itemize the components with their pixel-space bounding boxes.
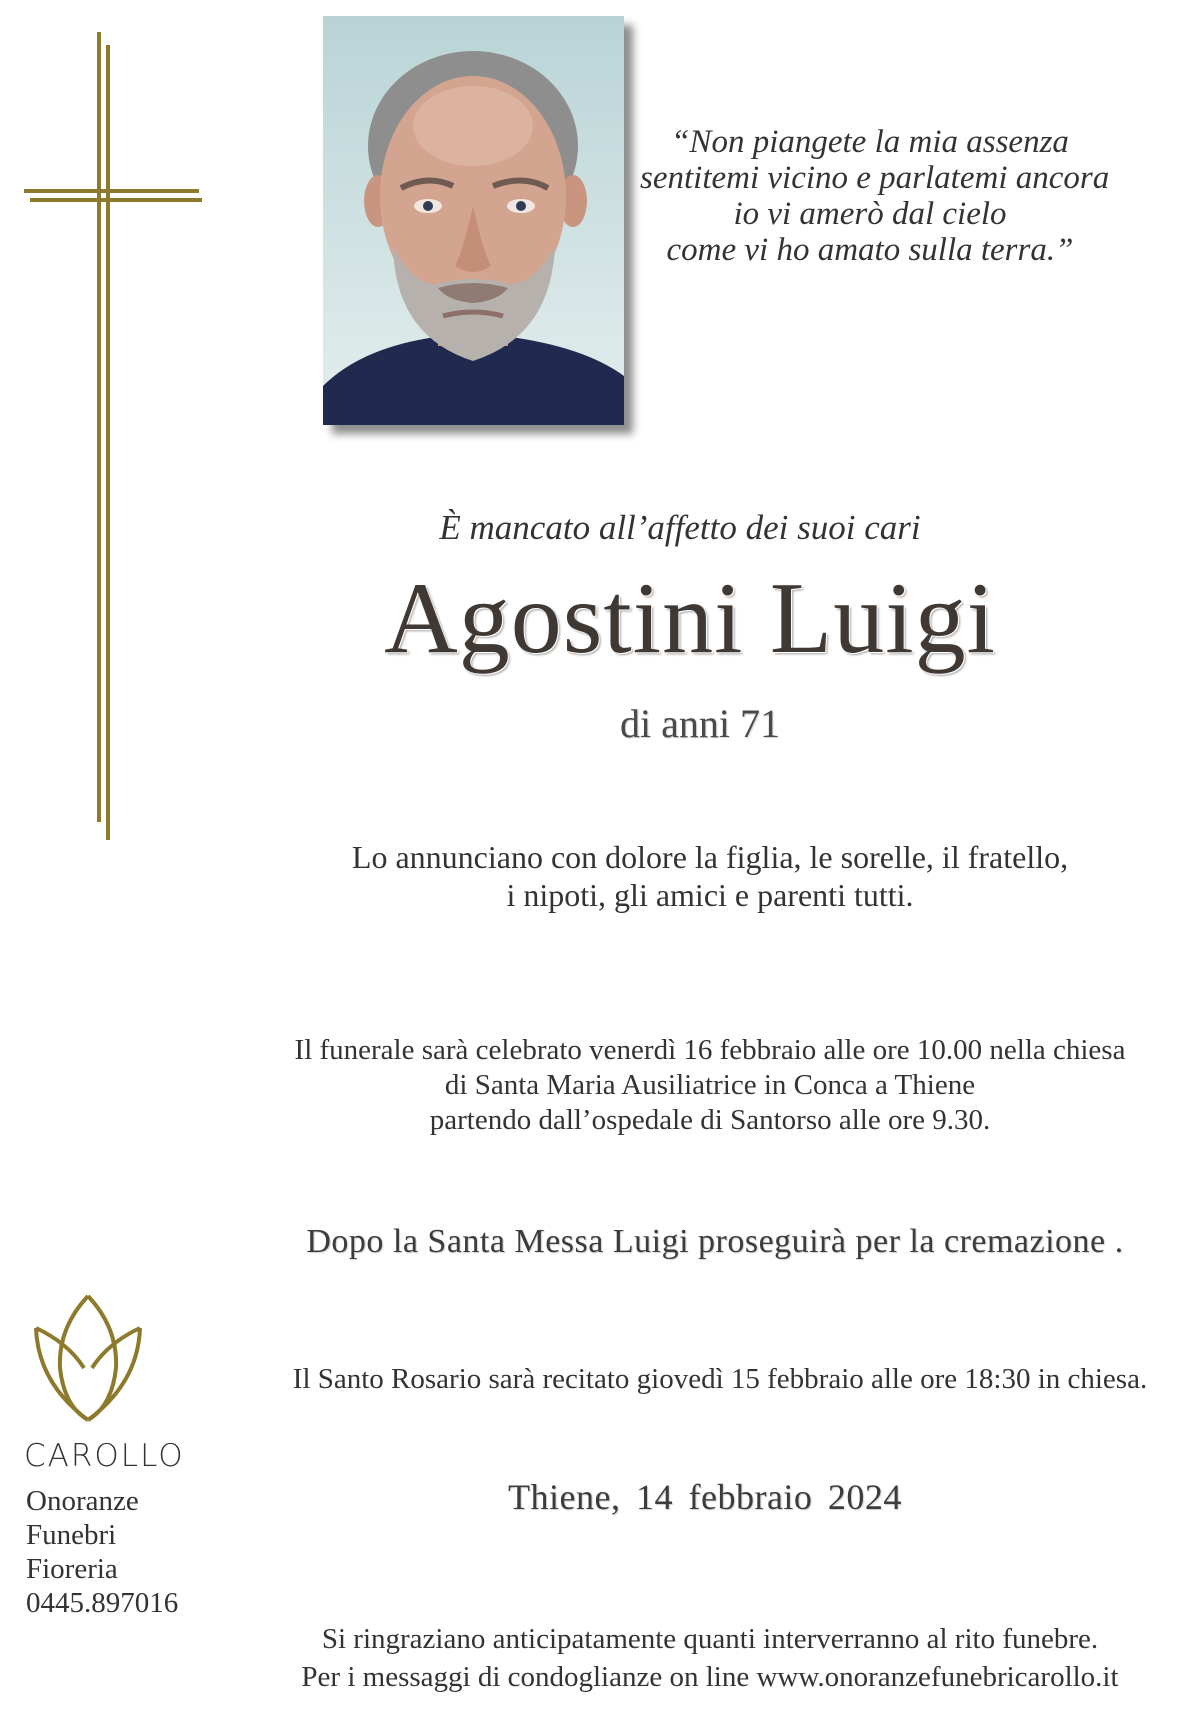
- thanks-line: Per i messaggi di condoglianze on line www.onoranzefunebricarollo.it: [301, 1661, 1119, 1693]
- thanks-note: [260, 1620, 1160, 1696]
- funeral-home-line: Onoranze: [26, 1485, 139, 1517]
- funeral-home-line: Funebri: [26, 1519, 117, 1551]
- place-date: Thiene, 14 febbraio 2024: [508, 1477, 902, 1517]
- funeral-home-info: [26, 1484, 178, 1620]
- cross-horizontal-bar-shadow: [30, 198, 202, 202]
- cross-vertical-bar-shadow: [106, 45, 110, 840]
- quote-line: io vi amerò dal cielo: [733, 196, 1007, 232]
- thanks-line: Si ringraziano anticipatamente quanti interverranno al rito funebre.: [321, 1623, 1099, 1655]
- funeral-line: partendo dall’ospedale di Santorso alle ore 9.30.: [429, 1104, 991, 1136]
- portrait-photo: [323, 16, 624, 425]
- funeral-home-brand: CAROLLO: [24, 1438, 185, 1474]
- announcement-line: i nipoti, gli amici e parenti tutti.: [506, 877, 914, 913]
- rosary-note: Il Santo Rosario sarà recitato giovedì 15 febbraio alle ore 18:30 in chiesa.: [292, 1363, 1148, 1395]
- cross-horizontal-bar: [24, 189, 199, 193]
- lotus-flower-icon: [28, 1288, 148, 1428]
- quote-line: come vi ho amato sulla terra.”: [666, 232, 1074, 268]
- funeral-line: Il funerale sarà celebrato venerdì 16 febbraio alle ore 10.00 nella chiesa: [294, 1034, 1126, 1066]
- funeral-home-line: Fioreria: [26, 1553, 118, 1585]
- announcement: [270, 838, 1150, 914]
- quote-line: “Non piangete la mia assenza: [671, 124, 1069, 160]
- quote-line: sentitemi vicino e parlatemi ancora: [640, 160, 1110, 196]
- funeral-home-phone: 0445.897016: [26, 1587, 179, 1619]
- announcement-line: Lo annunciano con dolore la figlia, le sorelle, il fratello,: [351, 839, 1069, 875]
- cremation-note: Dopo la Santa Messa Luigi proseguirà per la cremazione .: [306, 1223, 1124, 1260]
- cross-vertical-bar: [97, 32, 101, 822]
- deceased-name: Agostini Luigi: [384, 562, 996, 675]
- funeral-line: di Santa Maria Ausiliatrice in Conca a Thiene: [444, 1069, 976, 1101]
- intro-text: È mancato all’affetto dei suoi cari: [439, 508, 921, 547]
- deceased-age: di anni 71: [620, 701, 780, 746]
- memorial-quote: [640, 124, 1110, 268]
- funeral-details: [250, 1033, 1170, 1138]
